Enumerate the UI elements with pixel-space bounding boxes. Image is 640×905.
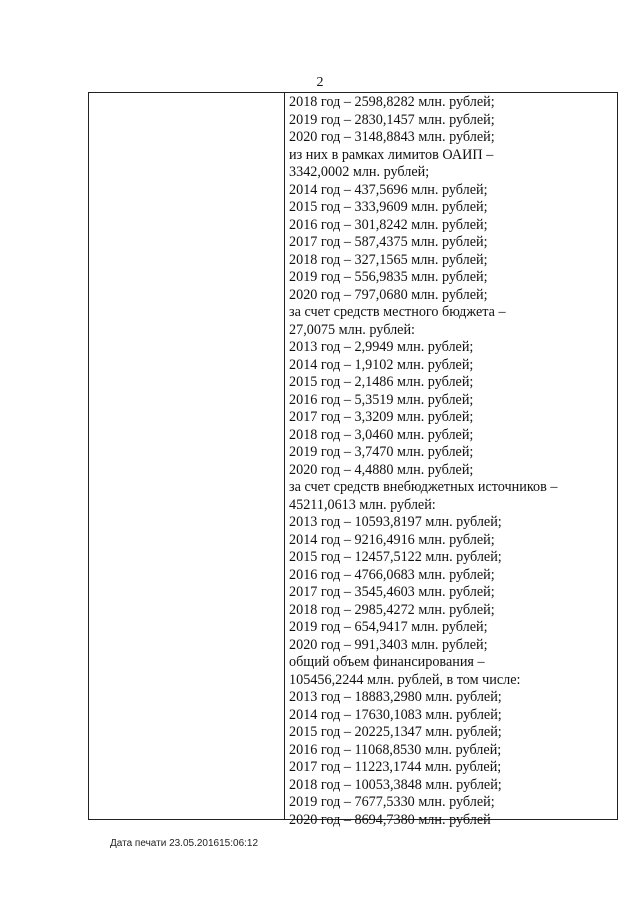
text-line: 2013 год – 2,9949 млн. рублей; [289,339,474,355]
text-line: 2015 год – 20225,1347 млн. рублей; [289,724,502,740]
text-line: 2018 год – 2598,8282 млн. рублей; [289,94,495,110]
text-line: 2019 год – 3,7470 млн. рублей; [289,444,474,460]
text-line: 2016 год – 5,3519 млн. рублей; [289,391,474,408]
text-line: 3342,0002 млн. рублей; [289,164,430,180]
text-line: 2020 год – 4,4880 млн. рублей; [289,461,474,478]
financing-table [88,92,618,828]
text-line: 2015 год – 333,9609 млн. рублей; [289,199,488,215]
text-line: 2020 год – 8694,7380 млн. рублей [289,811,491,828]
text-line: 2016 год – 4766,0683 млн. рублей; [289,566,495,583]
text-line: 2017 год – 3,3209 млн. рублей; [289,409,474,425]
print-date: Дата печати 23.05.201615:06:12 [110,838,259,849]
text-line: 27,0075 млн. рублей: [289,321,415,338]
text-line: 2018 год – 2985,4272 млн. рублей; [289,601,495,618]
text-line: 2019 год – 7677,5330 млн. рублей; [289,794,495,810]
text-line: 2014 год – 437,5696 млн. рублей; [289,181,488,198]
text-line: 2013 год – 18883,2980 млн. рублей; [289,689,502,705]
text-line: 2020 год – 991,3403 млн. рублей; [289,636,488,653]
text-line: 2017 год – 3545,4603 млн. рублей; [289,584,495,600]
text-line: 2018 год – 10053,3848 млн. рублей; [289,776,502,793]
text-line: 2018 год – 3,0460 млн. рублей; [289,426,474,443]
text-line: 2019 год – 556,9835 млн. рублей; [289,269,488,285]
table-left-cell [89,93,285,819]
text-line: 2018 год – 327,1565 млн. рублей; [289,251,488,268]
table-right-cell [285,93,617,828]
text-line: 2016 год – 301,8242 млн. рублей; [289,216,488,233]
text-line: 2019 год – 654,9417 млн. рублей; [289,619,488,635]
text-line: 2020 год – 797,0680 млн. рублей; [289,286,488,303]
text-line: из них в рамках лимитов ОАИП – [289,146,494,163]
page-number: 2 [316,75,324,90]
text-line: 105456,2244 млн. рублей, в том числе: [289,671,521,688]
text-line: 2020 год – 3148,8843 млн. рублей; [289,129,495,145]
text-line: 2014 год – 9216,4916 млн. рублей; [289,531,495,548]
text-line: 2015 год – 12457,5122 млн. рублей; [289,549,502,565]
text-line: 2019 год – 2830,1457 млн. рублей; [289,111,495,128]
text-line: за счет средств местного бюджета – [289,304,506,320]
text-line: 2017 год – 11223,1744 млн. рублей; [289,759,502,775]
text-line: 2013 год – 10593,8197 млн. рублей; [289,514,502,530]
text-line: 2015 год – 2,1486 млн. рублей; [289,374,474,390]
text-line: 2017 год – 587,4375 млн. рублей; [289,234,488,250]
text-line: за счет средств внебюджетных источников – [289,479,558,495]
text-line: 45211,0613 млн. рублей: [289,496,436,513]
text-line: 2014 год – 17630,1083 млн. рублей; [289,706,502,723]
text-line: 2014 год – 1,9102 млн. рублей; [289,356,474,373]
text-line: 2016 год – 11068,8530 млн. рублей; [289,741,502,758]
text-line: общий объем финансирования – [289,654,485,670]
